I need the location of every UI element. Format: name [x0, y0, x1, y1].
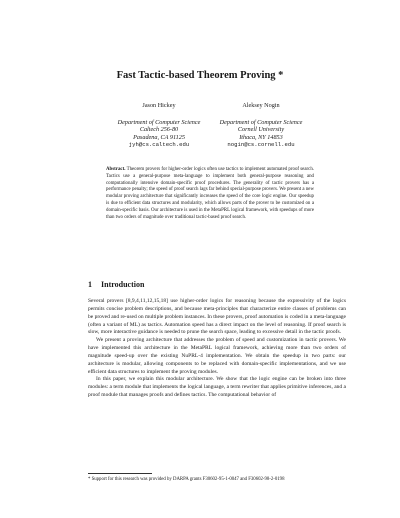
- section-title: Introduction: [101, 280, 145, 289]
- author-affiliation: Cornell University: [237, 126, 285, 134]
- abstract: [106, 167, 314, 221]
- author-name: Jason Hickey: [142, 102, 176, 109]
- author-dept: Department of Computer Science: [117, 118, 201, 126]
- author-dept: Department of Computer Science: [219, 118, 303, 126]
- author-email: jyh@cs.caltech.edu: [128, 141, 190, 149]
- paragraph-3: In this paper, we explain this modular architecture. We show that the logic engine can be broken into three modules: a term module that implements the logical language, a term rewriter that applies primitive inferences, and a proof module that manages proofs and defines tactics. The computational behavior of: [88, 376, 346, 399]
- abstract-text: Theorem provers for higher-order logics often use tactics to implement automated proof search. Tactics use a general-purpose meta-language to implement both general-purpose reasoning and computationally intensive domain-specific proof procedures. The generality of tactic provers has a performance penalty; the speed of proof search lags far behind special-purpose provers. We present a new modular proving architecture that significantly increases the speed of the core logic engine. Our speedup is due to efficient data structures and modularity, which allows parts of the prover to be customized on a domain-specific basis. Our architecture is used in the MetaPRL logical framework, with speedups of more than two orders of magnitude over traditional tactic-based proof search.: [106, 167, 314, 220]
- abstract-label: Abstract.: [106, 167, 126, 172]
- footnote: * Support for this research was provided by DARPA grants F30602-95-1-0047 and F30602-98-2-0198: [88, 477, 285, 482]
- paragraph-2: We present a proving architecture that addresses the problem of speed and customization in tactic provers. We have implemented this architecture in the MetaPRL logical framework, achieving more than two orders of magnitude speed-up over the existing NuPRL-4 implementation. We obtain the speedup in two parts: our architecture is modular, allowing components to be replaced with domain-specific implementations, and we use efficient data structures to implement the proving modules.: [88, 337, 346, 375]
- paragraph-1: Several provers [8,9,4,11,12,15,18] use higher-order logics for reasoning because the expressivity of the logics permits concise problem descriptions, and because meta-principles that characterize entire classes of problems can be proved and re-used on multiple problem instances. In these provers, proof automation is coded in a meta-language (often a variant of ML) as tactics. Automation speed has a direct impact on the level of reasoning. If proof search is slow, more interactive guidance is needed to prune the search space, leading to excessive detail in the tactic proofs.: [88, 298, 346, 336]
- section-heading: [88, 280, 144, 289]
- section-number: 1: [88, 280, 92, 289]
- footnote-rule: [88, 473, 152, 474]
- author-block-nogin: [186, 102, 336, 149]
- author-name: Aleksey Nogin: [242, 102, 280, 109]
- paper-title: Fast Tactic-based Theorem Proving *: [116, 70, 284, 81]
- author-email: nogin@cs.cornell.edu: [227, 141, 295, 149]
- author-location: Pasadena, CA 91125: [133, 133, 185, 141]
- author-location: Ithaca, NY 14853: [239, 133, 283, 141]
- author-affiliation: Caltech 256-80: [139, 126, 179, 134]
- body-text: [88, 298, 346, 400]
